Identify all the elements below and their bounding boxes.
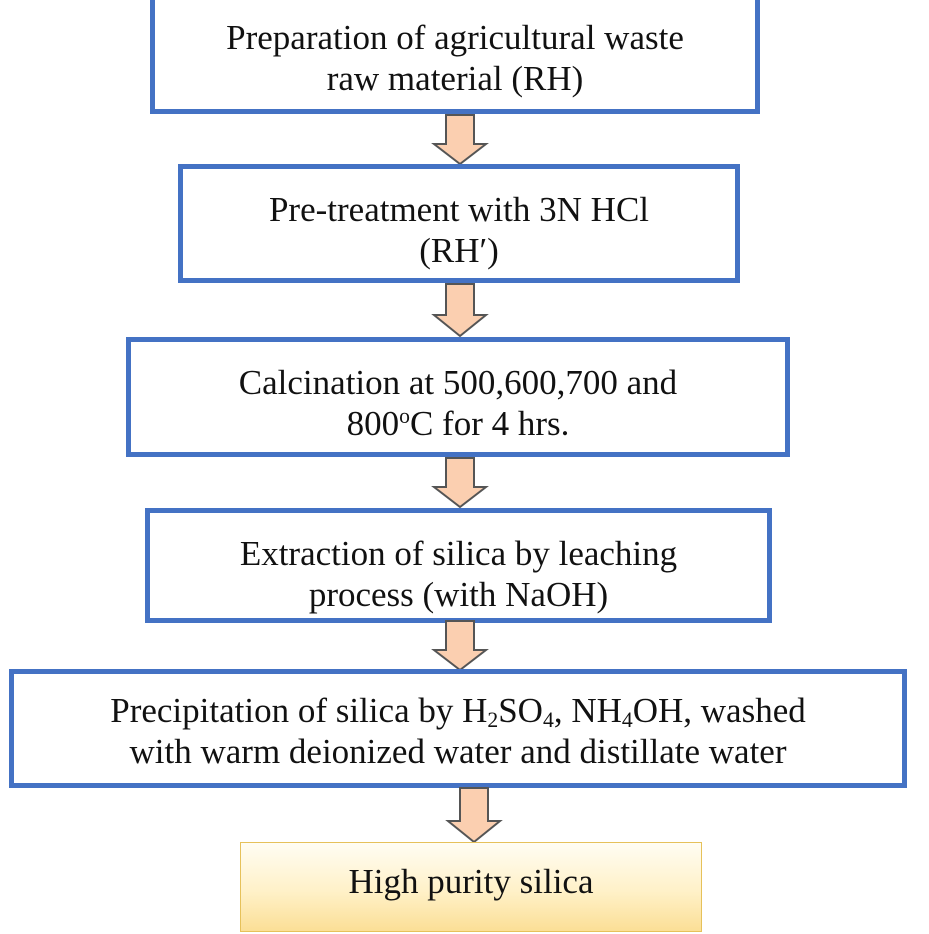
- step-pretreatment-line1: Pre-treatment with 3N HCl: [268, 190, 650, 229]
- flow-arrow-4: [430, 620, 490, 672]
- final-product-label: High purity silica: [348, 862, 594, 901]
- step-calcination-line2: 800$^o$C for 4 hrs.: [346, 404, 570, 443]
- step-extraction-box: [145, 508, 772, 623]
- step-preparation-line1: Preparation of agricultural waste: [226, 18, 684, 57]
- flow-arrow-1: [430, 114, 490, 166]
- final-product-box: [240, 842, 702, 932]
- step-precipitation-box: [9, 669, 907, 788]
- step-preparation-line2: raw material (RH): [326, 59, 584, 98]
- step-precipitation-line2: with warm deionized water and distillate water: [129, 732, 787, 771]
- flow-arrow-3: [430, 457, 490, 509]
- step-extraction-line1: Extraction of silica by leaching: [239, 534, 678, 573]
- step-calcination-box: [126, 337, 790, 457]
- flow-arrow-2: [430, 283, 490, 338]
- step-preparation-box: [150, 0, 760, 114]
- step-extraction-line2: process (with NaOH): [308, 575, 609, 614]
- step-calcination-line1: Calcination at 500,600,700 and: [238, 363, 678, 402]
- step-pretreatment-line2: (RH′): [419, 231, 499, 270]
- step-precipitation-line1: Precipitation of silica by $H_2SO_4$, $NH_4OH$, washed: [110, 691, 806, 732]
- step-pretreatment-box: [178, 164, 740, 283]
- flow-arrow-5: [444, 787, 504, 844]
